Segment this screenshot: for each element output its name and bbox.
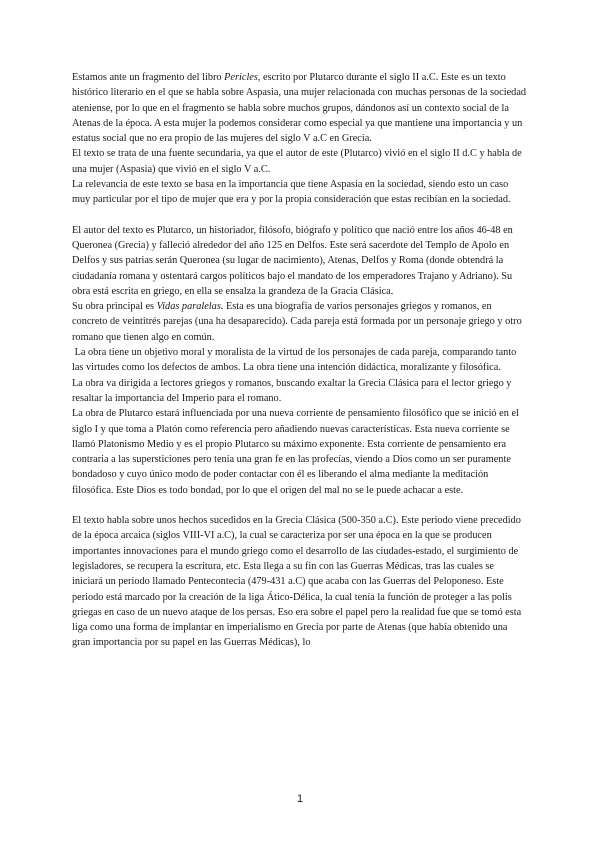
- text-run: Esta es una biografía de varios personajes griegos y romanos, en concreto de veintitrés parejas (una ha desaparecido). Cada pareja está formada por un personaje griego y otro romano que tienen algo en común.: [72, 301, 522, 343]
- text-run: Estamos ante un fragmento del libro: [72, 72, 225, 83]
- book-title-pericles: Pericles,: [224, 72, 261, 83]
- paragraph-philosophy: La obra de Plutarco estará influenciada por una nueva corriente de pensamiento filosófico que se inició en el siglo I y que toma a Platón como referencia pero añadiendo nuevas características. Esta nueva corriente se llamó Platonismo Medio y es el propio Plutarco su máximo exponente. Esta corriente de pensamiento era contraria a las supersticiones pero tenía una gran fe en las profecías, viendo a Dios como un ser puramente bondadoso y cuyo único modo de poder contactar con él es liberando el alma mediante la meditación filosófica. Este Dios es todo bondad, por lo que el origen del mal no se le puede achacar a este.: [72, 408, 519, 496]
- paragraph-audience: La obra va dirigida a lectores griegos y romanos, buscando exaltar la Grecia Clásica para el lector griego y resaltar la importancia del Imperio para el romano.: [72, 377, 512, 404]
- paragraph-source-type: El texto se trata de una fuente secundaria, ya que el autor de este (Plutarco) vivió en el siglo II d.C y habla de una mujer (Aspasia) que vivió en el siglo V a.C.: [72, 148, 522, 175]
- text-run: escrito por Plutarco durante el siglo II a.C. Este es un texto histórico literario en el que se habla sobre Aspasia, una mujer relacionada con muchas personas de la sociedad ateniense, por lo que en el fragmento se habla sobre muchos grupos, dándonos así un contexto social de la Atenas de la época. A esta mujer la podemos considerar como especial ya que mantiene una importancia y un estatus social que no era propio de las mujeres del siglo V a.C en Grecia.: [72, 72, 527, 145]
- page-number: 1: [296, 793, 304, 805]
- document-body: [72, 70, 527, 651]
- paragraph-objective: La obra tiene un objetivo moral y moralista de la virtud de los personajes de cada pareja, comparando tanto las virtudes como los defectos de ambos. La obra tiene una intención didáctica, moralizante y filosófica.: [72, 347, 519, 374]
- paragraph-relevance: La relevancia de este texto se basa en la importancia que tiene Aspasia en la sociedad, siendo esto un caso muy particular por el tipo de mujer que era y por la propia consideración que estas recibían en la sociedad.: [72, 179, 511, 206]
- paragraph-historical-context: El texto habla sobre unos hechos sucedidos en la Grecia Clásica (500-350 a.C). Este periodo viene precedido de la época arcaica (siglos VIII-VI a.C), la cual se caracteriza por ser una época en la que se producen importantes innovaciones para el mundo griego como el desarrollo de las ciudades-estado, el surgimiento de legisladores, se recupera la escritura, etc. Esta llega a su fin con las Guerras Médicas, tras las cuales se iniciará un periodo llamado Pentecontecia (479-431 a.C) que acaba con las Guerras del Peloponeso. Este periodo está marcado por la creación de la liga Ático-Délica, la cual tenía la función de proteger a las polis griegas en caso de un nuevo ataque de los persas. Eso era sobre el papel pero la realidad fue que se tomó esta liga como una forma de implantar en imperialismo en Grecia por parte de Atenas (que había obtenido una gran importancia por su papel en las Guerras Médicas), lo: [72, 515, 522, 649]
- paragraph-gap: [72, 208, 527, 223]
- paragraph-gap: [72, 498, 527, 513]
- paragraph-intro: [72, 70, 527, 146]
- paragraph-author: El autor del texto es Plutarco, un historiador, filósofo, biógrafo y político que nació entre los años 46-48 en Queronea (Grecia) y falleció alrededor del año 125 en Delfos. Este será sacerdote del Templo de Apolo en Delfos y sus patrias serán Queronea (su lugar de nacimiento), Atenas, Delfos y Roma (donde obtendrá la ciudadanía romana y ostentará cargos políticos bajo el mandato de los emperadores Trajano y Adriano). Su obra está escrita en griego, en ella se ensalza la grandeza de la Gracia Clásica.: [72, 224, 513, 297]
- paragraph-main-work: [72, 299, 527, 345]
- text-run: Su obra principal es: [72, 301, 157, 313]
- book-title-vidas-paralelas: Vidas paralelas.: [156, 301, 224, 313]
